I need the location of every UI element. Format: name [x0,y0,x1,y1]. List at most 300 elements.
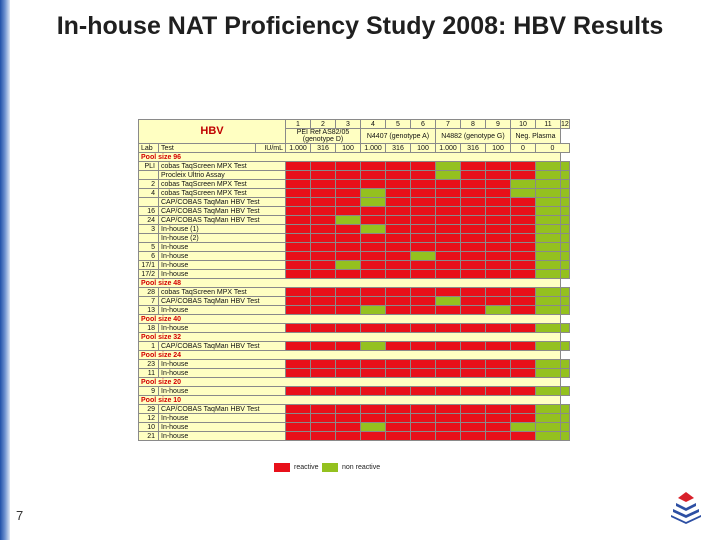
reactive-cell [486,234,511,243]
reactive-cell [461,225,486,234]
reactive-cell [486,162,511,171]
reactive-cell [461,324,486,333]
non-reactive-cell [536,189,561,198]
result-row [139,405,570,414]
reactive-cell [286,369,311,378]
pool-size-label: Pool size 10 [139,396,561,405]
result-row [139,288,570,297]
reactive-cell [311,270,336,279]
concentration: 100 [411,144,436,153]
reactive-cell [386,288,411,297]
result-row [139,252,570,261]
reactive-cell [361,270,386,279]
non-reactive-cell [561,243,570,252]
reactive-cell [511,405,536,414]
reactive-cell [411,234,436,243]
reactive-cell [361,387,386,396]
reactive-cell [386,369,411,378]
non-reactive-cell [361,342,386,351]
lab-id [139,234,159,243]
non-reactive-cell [436,162,461,171]
reactive-cell [336,306,361,315]
reactive-cell [436,288,461,297]
legend-reactive-swatch [274,463,290,472]
reactive-cell [511,216,536,225]
reactive-cell [311,432,336,441]
reactive-cell [436,198,461,207]
reactive-cell [336,270,361,279]
non-reactive-cell [561,261,570,270]
test-name: In-house [159,252,286,261]
reactive-cell [436,243,461,252]
reactive-cell [336,360,361,369]
reactive-cell [411,189,436,198]
reactive-cell [461,369,486,378]
non-reactive-cell [361,423,386,432]
reactive-cell [286,414,311,423]
reactive-cell [486,252,511,261]
reactive-cell [511,387,536,396]
test-name: In-house [159,324,286,333]
reactive-cell [286,261,311,270]
lab-id: 16 [139,207,159,216]
non-reactive-cell [361,225,386,234]
test-header: Test [159,144,256,153]
reactive-cell [286,225,311,234]
reactive-cell [311,180,336,189]
reactive-cell [386,423,411,432]
reactive-cell [286,180,311,189]
lab-id: 12 [139,414,159,423]
reactive-cell [461,189,486,198]
pool-size-label: Pool size 20 [139,378,561,387]
non-reactive-cell [561,234,570,243]
reactive-cell [436,360,461,369]
concentration: 1.000 [286,144,311,153]
concentration: 316 [386,144,411,153]
non-reactive-cell [336,216,361,225]
reactive-cell [411,423,436,432]
reactive-cell [311,324,336,333]
non-reactive-cell [536,432,561,441]
reactive-cell [461,414,486,423]
reactive-cell [411,405,436,414]
sample-number: 6 [411,120,436,129]
reactive-cell [336,342,361,351]
result-row [139,243,570,252]
reactive-cell [511,342,536,351]
reactive-cell [486,342,511,351]
non-reactive-cell [536,324,561,333]
result-row [139,360,570,369]
reactive-cell [411,270,436,279]
reactive-cell [461,342,486,351]
reactive-cell [461,288,486,297]
reactive-cell [286,234,311,243]
reactive-cell [486,225,511,234]
reactive-cell [311,225,336,234]
reactive-cell [286,423,311,432]
test-name: In-house [159,414,286,423]
test-name: In-house (1) [159,225,286,234]
reactive-cell [411,162,436,171]
reactive-cell [461,171,486,180]
reactive-cell [386,252,411,261]
reactive-cell [361,405,386,414]
reactive-cell [286,432,311,441]
reactive-cell [486,270,511,279]
non-reactive-cell [561,414,570,423]
group-pei: PEI Ref AS82/05 (genotype D) [286,129,361,144]
result-row [139,270,570,279]
reactive-cell [511,171,536,180]
reactive-cell [386,198,411,207]
non-reactive-cell [561,324,570,333]
non-reactive-cell [561,216,570,225]
test-name: cobas TaqScreen MPX Test [159,180,286,189]
reactive-cell [361,180,386,189]
reactive-cell [411,180,436,189]
reactive-cell [461,387,486,396]
reactive-cell [336,243,361,252]
reactive-cell [336,162,361,171]
lab-id: 28 [139,288,159,297]
reactive-cell [311,342,336,351]
sample-number: 3 [336,120,361,129]
reactive-cell [311,288,336,297]
non-reactive-cell [536,216,561,225]
reactive-cell [311,243,336,252]
test-name: In-house [159,423,286,432]
reactive-cell [311,198,336,207]
lab-id [139,171,159,180]
reactive-cell [336,207,361,216]
reactive-cell [361,324,386,333]
reactive-cell [486,369,511,378]
non-reactive-cell [561,432,570,441]
non-reactive-cell [536,297,561,306]
reactive-cell [336,180,361,189]
group-neg-plasma: Neg. Plasma [511,129,561,144]
reactive-cell [486,198,511,207]
reactive-cell [336,369,361,378]
reactive-cell [286,387,311,396]
reactive-cell [486,423,511,432]
reactive-cell [286,162,311,171]
sample-number: 10 [511,120,536,129]
reactive-cell [361,207,386,216]
lab-id: 4 [139,189,159,198]
reactive-cell [486,171,511,180]
reactive-cell [336,387,361,396]
non-reactive-cell [511,189,536,198]
test-name: CAP/COBAS TaqMan HBV Test [159,207,286,216]
test-name: In-house [159,369,286,378]
lab-id: PLI [139,162,159,171]
unit-header: IU/mL [256,144,286,153]
reactive-cell [511,234,536,243]
reactive-cell [386,261,411,270]
hbv-label: HBV [139,120,286,144]
legend-reactive-label: reactive [294,464,319,471]
reactive-cell [361,288,386,297]
reactive-cell [486,288,511,297]
reactive-cell [386,405,411,414]
logo-icon [668,488,704,524]
reactive-cell [411,432,436,441]
result-row [139,432,570,441]
result-row [139,225,570,234]
non-reactive-cell [536,288,561,297]
reactive-cell [336,297,361,306]
reactive-cell [361,432,386,441]
reactive-cell [486,324,511,333]
reactive-cell [411,369,436,378]
reactive-cell [311,171,336,180]
slide-title: In-house NAT Proficiency Study 2008: HBV Results [56,12,664,40]
reactive-cell [386,306,411,315]
pool-size-label: Pool size 32 [139,333,561,342]
reactive-cell [336,423,361,432]
result-row [139,189,570,198]
non-reactive-cell [536,306,561,315]
non-reactive-cell [536,423,561,432]
result-row [139,261,570,270]
concentration: 316 [461,144,486,153]
reactive-cell [411,306,436,315]
reactive-cell [411,207,436,216]
non-reactive-cell [511,423,536,432]
reactive-cell [311,423,336,432]
pool-size-row [139,396,570,405]
lab-id: 18 [139,324,159,333]
group-n4882: N4882 (genotype G) [436,129,511,144]
reactive-cell [336,252,361,261]
reactive-cell [286,360,311,369]
non-reactive-cell [436,171,461,180]
non-reactive-cell [561,387,570,396]
reactive-cell [411,225,436,234]
pool-size-row [139,378,570,387]
reactive-cell [461,216,486,225]
reactive-cell [511,414,536,423]
reactive-cell [336,189,361,198]
reactive-cell [286,243,311,252]
result-row [139,180,570,189]
non-reactive-cell [561,162,570,171]
non-reactive-cell [411,252,436,261]
reactive-cell [486,360,511,369]
non-reactive-cell [536,405,561,414]
reactive-cell [486,297,511,306]
sample-number: 7 [436,120,461,129]
reactive-cell [386,414,411,423]
test-name: CAP/COBAS TaqMan HBV Test [159,297,286,306]
reactive-cell [286,216,311,225]
reactive-cell [361,216,386,225]
reactive-cell [436,306,461,315]
non-reactive-cell [536,270,561,279]
result-row [139,423,570,432]
lab-id: 29 [139,405,159,414]
concentration: 0 [511,144,536,153]
reactive-cell [411,342,436,351]
reactive-cell [311,306,336,315]
reactive-cell [486,207,511,216]
reactive-cell [486,432,511,441]
lab-id: 24 [139,216,159,225]
reactive-cell [311,216,336,225]
test-name: Procleix Ultrio Assay [159,171,286,180]
reactive-cell [286,198,311,207]
reactive-cell [286,342,311,351]
pool-size-row [139,351,570,360]
test-name: In-house [159,261,286,270]
non-reactive-cell [361,189,386,198]
non-reactive-cell [536,369,561,378]
reactive-cell [311,360,336,369]
non-reactive-cell [536,207,561,216]
reactive-cell [511,324,536,333]
reactive-cell [386,234,411,243]
non-reactive-cell [561,297,570,306]
page-number: 7 [16,508,24,523]
reactive-cell [336,432,361,441]
reactive-cell [461,270,486,279]
lab-id: 13 [139,306,159,315]
reactive-cell [461,234,486,243]
reactive-cell [411,324,436,333]
reactive-cell [386,162,411,171]
result-row [139,342,570,351]
pool-size-row [139,153,570,162]
reactive-cell [436,324,461,333]
concentration: 316 [311,144,336,153]
reactive-cell [311,189,336,198]
reactive-cell [336,225,361,234]
reactive-cell [436,234,461,243]
reactive-cell [461,306,486,315]
non-reactive-cell [536,360,561,369]
reactive-cell [436,432,461,441]
reactive-cell [436,270,461,279]
reactive-cell [336,414,361,423]
reactive-cell [311,405,336,414]
reactive-cell [361,162,386,171]
reactive-cell [511,198,536,207]
non-reactive-cell [561,189,570,198]
reactive-cell [486,243,511,252]
test-name: In-house [159,270,286,279]
reactive-cell [286,306,311,315]
lab-header: Lab [139,144,159,153]
non-reactive-cell [536,198,561,207]
results-table [138,119,570,441]
reactive-cell [511,288,536,297]
reactive-cell [361,360,386,369]
concentration: 1.000 [361,144,386,153]
sample-number: 2 [311,120,336,129]
reactive-cell [436,369,461,378]
reactive-cell [436,405,461,414]
non-reactive-cell [486,306,511,315]
non-reactive-cell [536,252,561,261]
result-row [139,216,570,225]
non-reactive-cell [561,405,570,414]
reactive-cell [461,360,486,369]
reactive-cell [436,189,461,198]
reactive-cell [461,432,486,441]
reactive-cell [286,324,311,333]
non-reactive-cell [536,180,561,189]
reactive-cell [436,342,461,351]
concentration: 100 [486,144,511,153]
reactive-cell [511,297,536,306]
concentration: 100 [336,144,361,153]
reactive-cell [461,180,486,189]
reactive-cell [336,198,361,207]
non-reactive-cell [536,342,561,351]
test-name: cobas TaqScreen MPX Test [159,162,286,171]
non-reactive-cell [536,414,561,423]
reactive-cell [386,324,411,333]
reactive-cell [411,360,436,369]
concentration: 0 [536,144,570,153]
non-reactive-cell [536,225,561,234]
reactive-cell [386,180,411,189]
reactive-cell [336,324,361,333]
reactive-cell [461,198,486,207]
sample-number: 11 [536,120,561,129]
reactive-cell [436,387,461,396]
reactive-cell [461,252,486,261]
pool-size-label: Pool size 40 [139,315,561,324]
reactive-cell [486,216,511,225]
non-reactive-cell [536,162,561,171]
reactive-cell [386,216,411,225]
reactive-cell [311,387,336,396]
non-reactive-cell [561,423,570,432]
pool-size-label: Pool size 96 [139,153,561,162]
reactive-cell [361,243,386,252]
reactive-cell [511,162,536,171]
reactive-cell [461,261,486,270]
result-row [139,171,570,180]
reactive-cell [511,270,536,279]
pool-size-label: Pool size 48 [139,279,561,288]
reactive-cell [386,171,411,180]
reactive-cell [336,234,361,243]
sample-number: 9 [486,120,511,129]
result-row [139,234,570,243]
reactive-cell [361,414,386,423]
reactive-cell [286,297,311,306]
lab-id: 5 [139,243,159,252]
non-reactive-cell [561,198,570,207]
reactive-cell [461,162,486,171]
reactive-cell [511,243,536,252]
reactive-cell [386,270,411,279]
reactive-cell [461,405,486,414]
non-reactive-cell [561,369,570,378]
reactive-cell [336,288,361,297]
result-row [139,324,570,333]
non-reactive-cell [561,288,570,297]
lab-id: 17/2 [139,270,159,279]
reactive-cell [411,288,436,297]
reactive-cell [486,387,511,396]
reactive-cell [311,162,336,171]
